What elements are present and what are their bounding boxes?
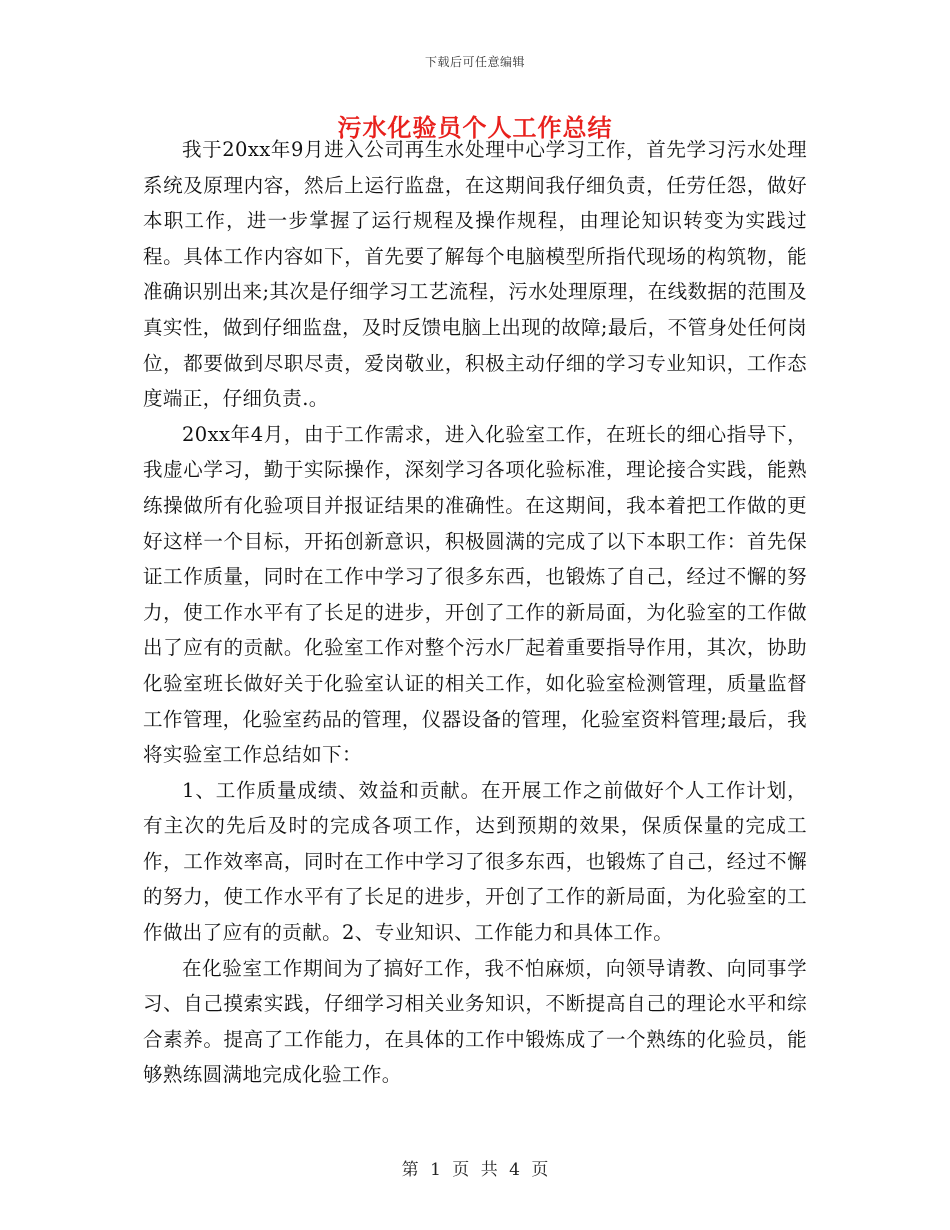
- paragraph-3: 1、工作质量成绩、效益和贡献。在开展工作之前做好个人工作计划，有主次的先后及时的完成各项工作，达到预期的效果，保质保量的完成工作，工作效率高，同时在工作中学习了很多东西，也锻炼了自己，经过不懈的努力，使工作水平有了长足的进步，开创了工作的新局面，为化验室的工作做出了应有的贡献。2、专业知识、工作能力和具体工作。: [143, 778, 807, 945]
- paragraph-4: 在化验室工作期间为了搞好工作，我不怕麻烦，向领导请教、向同事学习、自己摸索实践，仔细学习相关业务知识，不断提高自己的理论水平和综合素养。提高了工作能力，在具体的工作中锻炼成了一个熟练的化验员，能够熟练圆满地完成化验工作。: [143, 956, 807, 1087]
- document-title: 污水化验员个人工作总结: [337, 113, 613, 142]
- page-number-footer: 第 1 页 共 4 页: [401, 1160, 549, 1180]
- paragraph-2: 20xx年4月，由于工作需求，进入化验室工作，在班长的细心指导下，我虚心学习，勤于实际操作，深刻学习各项化验标准，理论接合实践，能熟练操做所有化验项目并报证结果的准确性。在这期间，我本着把工作做的更好这样一个目标，开拓创新意识，积极圆满的完成了以下本职工作：首先保证工作质量，同时在工作中学习了很多东西，也锻炼了自己，经过不懈的努力，使工作水平有了长足的进步，开创了工作的新局面，为化验室的工作做出了应有的贡献。化验室工作对整个污水厂起着重要指导作用，其次，协助化验室班长做好关于化验室认证的相关工作，如化验室检测管理，质量监督工作管理，化验室药品的管理，仪器设备的管理，化验室资料管理;最后，我将实验室工作总结如下：: [143, 422, 807, 767]
- document-body: [143, 132, 807, 1093]
- paragraph-1: 我于20xx年9月进入公司再生水处理中心学习工作，首先学习污水处理系统及原理内容，然后上运行监盘，在这期间我仔细负责，任劳任怨，做好本职工作，进一步掌握了运行规程及操作规程，由理论知识转变为实践过程。具体工作内容如下，首先要了解每个电脑模型所指代现场的构筑物，能准确识别出来;其次是仔细学习工艺流程，污水处理原理，在线数据的范围及真实性，做到仔细监盘，及时反馈电脑上出现的故障;最后，不管身处任何岗位，都要做到尽职尽责，爱岗敬业，积极主动仔细的学习专业知识，工作态度端正，仔细负责.。: [143, 138, 807, 411]
- page-header-note: 下载后可任意编辑: [424, 55, 525, 69]
